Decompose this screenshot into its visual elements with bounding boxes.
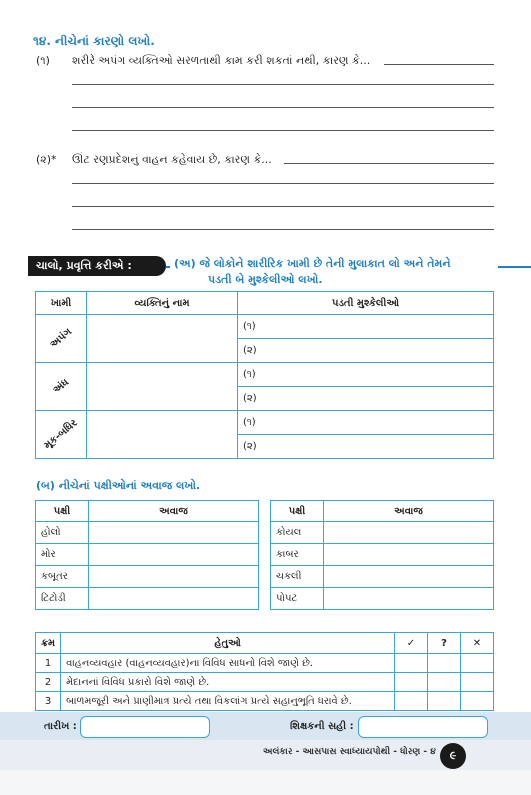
- answer-line[interactable]: [72, 229, 494, 230]
- bird-sound-table-right: [270, 500, 494, 610]
- bird-name: ચકલી: [271, 566, 324, 588]
- defect-cell: [36, 315, 87, 363]
- column-header: પડતી મુશ્કેલીઓ: [238, 292, 494, 315]
- answer-line[interactable]: [72, 206, 494, 207]
- question-1-text: શરીરે અપંગ વ્યક્તિઓ સરળતાથી કામ કરી શકતાં નથી, કારણ કે...: [72, 54, 371, 67]
- teacher-sign-label: શિક્ષકની સહી :: [290, 721, 354, 732]
- objective-text: બાળમજૂરી અને પ્રાણીમાત્ર પ્રત્યે તથા વિકલાંગ પ્રત્યે સહાનુભૂતિ ધરાવે છે.: [61, 692, 395, 711]
- mark-cell[interactable]: [461, 673, 494, 692]
- name-cell[interactable]: [87, 363, 238, 411]
- sound-cell[interactable]: [89, 544, 259, 566]
- question-2-number: (૨)*: [36, 153, 57, 166]
- objective-number: 1: [36, 654, 61, 673]
- objective-number: 3: [36, 692, 61, 711]
- mark-cell[interactable]: [461, 654, 494, 673]
- defect-label: મૂક-બધિર: [42, 417, 80, 452]
- mark-cell[interactable]: [428, 673, 461, 692]
- answer-line[interactable]: [72, 84, 494, 85]
- cross-icon: ✕: [461, 633, 494, 654]
- sound-cell[interactable]: [89, 588, 259, 610]
- mark-cell[interactable]: [395, 692, 428, 711]
- name-cell[interactable]: [87, 411, 238, 459]
- answer-line[interactable]: [72, 183, 494, 184]
- answer-line[interactable]: [72, 130, 494, 131]
- bird-sound-table-left: [35, 500, 259, 610]
- name-cell[interactable]: [87, 315, 238, 363]
- date-label: તારીખ :: [44, 721, 77, 732]
- mark-cell[interactable]: [428, 692, 461, 711]
- question-1-number: (૧): [36, 54, 50, 67]
- column-header: ખામી: [36, 292, 87, 315]
- sound-cell[interactable]: [324, 588, 494, 610]
- mark-cell[interactable]: [428, 654, 461, 673]
- objective-text: વાહનવ્યવહાર (વાહનવ્યવહાર)ના વિવિધ સાધનો વિશે જાણે છે.: [61, 654, 395, 673]
- column-header: અવાજ: [324, 501, 494, 522]
- column-header: ક્રમ: [36, 633, 61, 654]
- bird-name: હોલો: [36, 522, 89, 544]
- defect-cell: [36, 411, 87, 459]
- section-b-heading: (બ) નીચેનાં પક્ષીઓનાં અવાજ લખો.: [36, 479, 201, 492]
- disability-table: [35, 291, 494, 459]
- section-14-heading: ૧૪. નીચેનાં કારણો લખો.: [33, 34, 155, 48]
- difficulty-cell[interactable]: (૨): [238, 387, 494, 411]
- mark-cell[interactable]: [461, 692, 494, 711]
- defect-cell: [36, 363, 87, 411]
- sound-cell[interactable]: [89, 522, 259, 544]
- activity-badge: ચાલો, પ્રવૃત્તિ કરીએ :: [28, 256, 166, 276]
- bird-name: કોયલ: [271, 522, 324, 544]
- question-icon: ?: [428, 633, 461, 654]
- objectives-table: [35, 632, 494, 711]
- column-header: વ્યક્તિનું નામ: [87, 292, 238, 315]
- difficulty-cell[interactable]: (૧): [238, 315, 494, 339]
- defect-label: અંધ: [51, 376, 71, 397]
- check-icon: ✓: [395, 633, 428, 654]
- question-2-text: ઊંટ રણપ્રદેશનું વાહન કહેવાય છે, કારણ કે...: [72, 153, 272, 166]
- book-title: અલંકાર - આસપાસ સ્વાધ્યાયપોથી - ધોરણ - ૪: [263, 747, 436, 757]
- sound-cell[interactable]: [324, 544, 494, 566]
- objective-number: 2: [36, 673, 61, 692]
- answer-line[interactable]: [384, 64, 494, 65]
- column-header: પક્ષી: [271, 501, 324, 522]
- answer-line[interactable]: [72, 107, 494, 108]
- column-header: અવાજ: [89, 501, 259, 522]
- date-field[interactable]: [80, 716, 210, 738]
- sound-cell[interactable]: [324, 522, 494, 544]
- mark-cell[interactable]: [395, 654, 428, 673]
- activity-line-1: (અ) જે લોકોને શારીરિક ખામી છે તેની મુલાકાત લો અને તેમને: [174, 257, 451, 270]
- page-number: ૯: [440, 743, 466, 769]
- difficulty-cell[interactable]: (૧): [238, 411, 494, 435]
- difficulty-cell[interactable]: (૨): [238, 339, 494, 363]
- activity-instruction: [170, 256, 498, 288]
- answer-line[interactable]: [284, 163, 494, 164]
- mark-cell[interactable]: [395, 673, 428, 692]
- sound-cell[interactable]: [89, 566, 259, 588]
- sound-cell[interactable]: [324, 566, 494, 588]
- bird-name: કબૂતર: [36, 566, 89, 588]
- bird-name: કાબર: [271, 544, 324, 566]
- bird-name: પોપટ: [271, 588, 324, 610]
- column-header: પક્ષી: [36, 501, 89, 522]
- column-header: હેતુઓ: [61, 633, 395, 654]
- difficulty-cell[interactable]: (૧): [238, 363, 494, 387]
- difficulty-cell[interactable]: (૨): [238, 435, 494, 459]
- objective-text: મેદાનનાં વિવિધ પ્રકારો વિશે જાણે છે.: [61, 673, 395, 692]
- bird-name: ટિટોડી: [36, 588, 89, 610]
- defect-label: અપંગ: [48, 326, 74, 351]
- footer-decoration: [0, 770, 531, 795]
- activity-line-2: પડતી બે મુશ્કેલીઓ લખો.: [208, 273, 323, 286]
- bird-name: મોર: [36, 544, 89, 566]
- teacher-sign-field[interactable]: [358, 716, 488, 738]
